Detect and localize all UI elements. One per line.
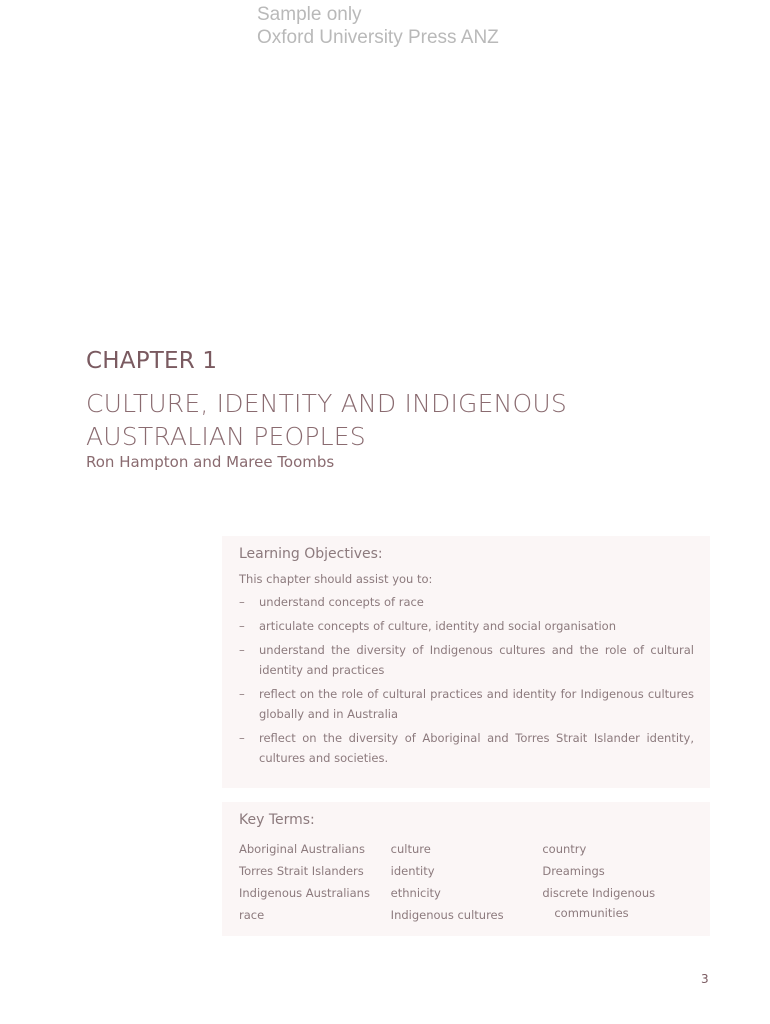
dash-bullet: – <box>239 731 245 745</box>
chapter-authors: Ron Hampton and Maree Toombs <box>86 453 335 471</box>
dash-bullet: – <box>239 619 245 633</box>
key-terms-column-1 <box>239 838 391 926</box>
list-item <box>239 684 694 724</box>
list-item <box>239 616 694 636</box>
key-term: race <box>239 908 265 922</box>
list-item <box>239 728 694 768</box>
key-term: culture <box>390 842 431 856</box>
key-terms-column-3 <box>542 838 694 926</box>
watermark-line-2: Oxford University Press ANZ <box>257 27 499 48</box>
list-item <box>239 592 694 612</box>
learning-objectives-list <box>239 592 694 768</box>
key-term: ethnicity <box>390 886 441 900</box>
chapter-title-line-1: CULTURE, IDENTITY AND INDIGENOUS <box>86 389 567 418</box>
chapter-title-line-2: AUSTRALIAN PEOPLES <box>86 422 366 451</box>
key-terms-heading: Key Terms: <box>239 812 315 828</box>
key-term: Indigenous cultures <box>390 908 504 922</box>
objective-text: reflect on the diversity of Aboriginal and Torres Strait Islander identity, cultures and societies. <box>259 731 694 765</box>
learning-objectives-intro: This chapter should assist you to: <box>239 572 433 586</box>
objective-text: understand the diversity of Indigenous cultures and the role of cultural identity and practices <box>259 643 694 677</box>
key-term: Dreamings <box>542 864 605 878</box>
key-term: discrete Indigenous <box>542 886 656 900</box>
page-number: 3 <box>701 972 709 986</box>
objective-text: articulate concepts of culture, identity and social organisation <box>259 619 617 633</box>
key-terms-column-2 <box>391 838 543 926</box>
key-terms-grid <box>239 838 694 926</box>
key-term: Indigenous Australians <box>239 886 370 900</box>
dash-bullet: – <box>239 687 245 701</box>
objective-text: reflect on the role of cultural practices and identity for Indigenous cultures globally and in Australia <box>259 687 694 721</box>
watermark <box>257 3 499 49</box>
dash-bullet: – <box>239 595 245 609</box>
key-terms-box <box>222 802 710 936</box>
key-term: Torres Strait Islanders <box>239 864 364 878</box>
watermark-line-1: Sample only <box>257 4 362 25</box>
key-term: country <box>542 842 587 856</box>
chapter-label: CHAPTER 1 <box>86 348 218 374</box>
learning-objectives-box <box>222 536 710 788</box>
list-item <box>239 640 694 680</box>
key-term: identity <box>390 864 435 878</box>
objective-text: understand concepts of race <box>259 595 424 609</box>
chapter-title <box>86 387 686 453</box>
key-term: communities <box>554 906 629 920</box>
dash-bullet: – <box>239 643 245 657</box>
key-term: Aboriginal Australians <box>239 842 365 856</box>
learning-objectives-heading: Learning Objectives: <box>239 546 383 562</box>
